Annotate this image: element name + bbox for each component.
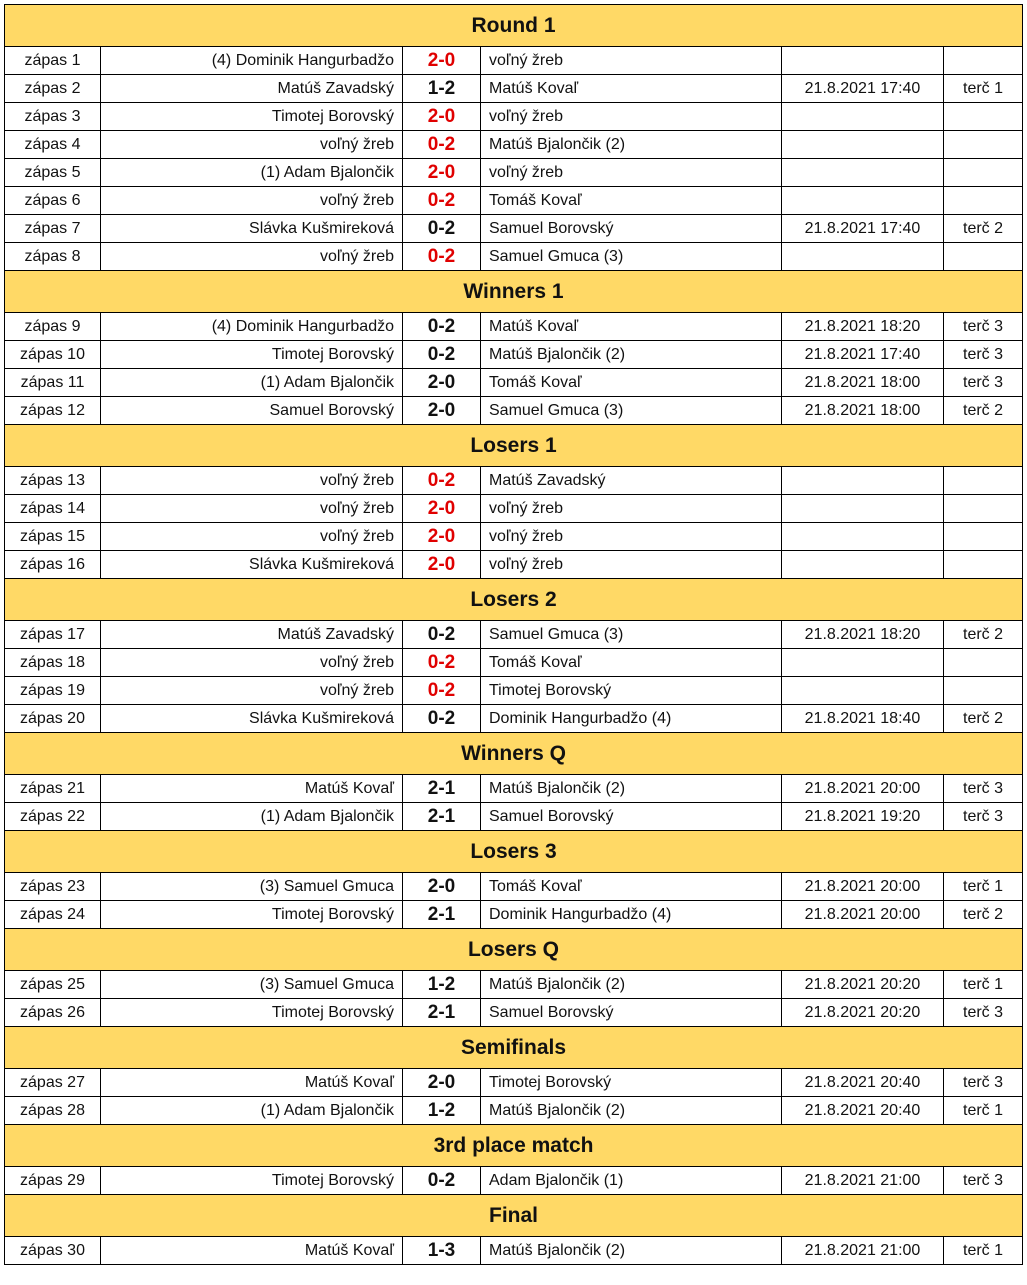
section-title: 3rd place match (5, 1125, 1023, 1167)
match-number: zápas 23 (5, 873, 101, 901)
player-two: Samuel Borovský (481, 999, 782, 1027)
player-two: Dominik Hangurbadžo (4) (481, 705, 782, 733)
match-time: 21.8.2021 21:00 (782, 1237, 944, 1265)
player-one: Samuel Borovský (101, 397, 403, 425)
section-header (5, 1195, 1023, 1237)
match-time (782, 187, 944, 215)
player-two: voľný žreb (481, 523, 782, 551)
player-two: Matúš Bjalončik (2) (481, 971, 782, 999)
match-row (5, 187, 1023, 215)
match-time: 21.8.2021 18:20 (782, 313, 944, 341)
player-one: voľný žreb (101, 243, 403, 271)
score: 2-0 (403, 1069, 481, 1097)
match-number: zápas 5 (5, 159, 101, 187)
player-two: Matúš Kovaľ (481, 75, 782, 103)
player-one: Matúš Kovaľ (101, 1069, 403, 1097)
section-title: Round 1 (5, 5, 1023, 47)
player-two: Tomáš Kovaľ (481, 187, 782, 215)
match-number: zápas 7 (5, 215, 101, 243)
section-title: Semifinals (5, 1027, 1023, 1069)
section-title: Winners 1 (5, 271, 1023, 313)
player-two: voľný žreb (481, 47, 782, 75)
score: 1-2 (403, 1097, 481, 1125)
score: 2-1 (403, 775, 481, 803)
match-row (5, 523, 1023, 551)
match-time (782, 495, 944, 523)
player-two: Samuel Borovský (481, 803, 782, 831)
player-two: Timotej Borovský (481, 677, 782, 705)
match-number: zápas 4 (5, 131, 101, 159)
score: 0-2 (403, 187, 481, 215)
match-time: 21.8.2021 20:00 (782, 873, 944, 901)
match-time: 21.8.2021 17:40 (782, 215, 944, 243)
match-time (782, 677, 944, 705)
match-row (5, 1097, 1023, 1125)
match-row (5, 677, 1023, 705)
player-two: Timotej Borovský (481, 1069, 782, 1097)
player-two: Adam Bjalončik (1) (481, 1167, 782, 1195)
score: 2-0 (403, 369, 481, 397)
player-one: (3) Samuel Gmuca (101, 971, 403, 999)
section-header (5, 425, 1023, 467)
board-number: terč 3 (944, 1069, 1023, 1097)
score: 2-1 (403, 803, 481, 831)
player-one: Timotej Borovský (101, 341, 403, 369)
match-row (5, 901, 1023, 929)
player-two: Matúš Zavadský (481, 467, 782, 495)
board-number (944, 649, 1023, 677)
player-one: Matúš Zavadský (101, 621, 403, 649)
match-row (5, 397, 1023, 425)
board-number: terč 2 (944, 621, 1023, 649)
player-one: voľný žreb (101, 649, 403, 677)
board-number: terč 2 (944, 215, 1023, 243)
match-time: 21.8.2021 18:20 (782, 621, 944, 649)
player-one: voľný žreb (101, 523, 403, 551)
match-time: 21.8.2021 20:40 (782, 1069, 944, 1097)
score: 2-0 (403, 159, 481, 187)
player-one: (1) Adam Bjalončik (101, 1097, 403, 1125)
match-number: zápas 30 (5, 1237, 101, 1265)
player-one: (1) Adam Bjalončik (101, 803, 403, 831)
section-title: Losers Q (5, 929, 1023, 971)
board-number (944, 243, 1023, 271)
match-number: zápas 2 (5, 75, 101, 103)
match-number: zápas 1 (5, 47, 101, 75)
player-two: Matúš Bjalončik (2) (481, 1097, 782, 1125)
board-number: terč 2 (944, 901, 1023, 929)
score: 0-2 (403, 467, 481, 495)
match-number: zápas 25 (5, 971, 101, 999)
section-title: Winners Q (5, 733, 1023, 775)
score: 2-0 (403, 103, 481, 131)
player-one: Timotej Borovský (101, 1167, 403, 1195)
match-number: zápas 3 (5, 103, 101, 131)
section-title: Final (5, 1195, 1023, 1237)
player-one: Matúš Kovaľ (101, 775, 403, 803)
board-number: terč 1 (944, 873, 1023, 901)
player-one: Timotej Borovský (101, 103, 403, 131)
player-one: (1) Adam Bjalončik (101, 369, 403, 397)
player-one: voľný žreb (101, 131, 403, 159)
board-number: terč 1 (944, 971, 1023, 999)
match-number: zápas 15 (5, 523, 101, 551)
board-number: terč 3 (944, 775, 1023, 803)
board-number (944, 495, 1023, 523)
match-row (5, 1069, 1023, 1097)
match-number: zápas 9 (5, 313, 101, 341)
match-number: zápas 18 (5, 649, 101, 677)
score: 0-2 (403, 313, 481, 341)
match-number: zápas 10 (5, 341, 101, 369)
section-title: Losers 1 (5, 425, 1023, 467)
section-title: Losers 3 (5, 831, 1023, 873)
match-row (5, 1237, 1023, 1265)
match-number: zápas 16 (5, 551, 101, 579)
match-row (5, 313, 1023, 341)
board-number (944, 103, 1023, 131)
match-time (782, 131, 944, 159)
match-row (5, 341, 1023, 369)
match-row (5, 971, 1023, 999)
match-row (5, 1167, 1023, 1195)
board-number (944, 523, 1023, 551)
board-number: terč 3 (944, 999, 1023, 1027)
match-time: 21.8.2021 19:20 (782, 803, 944, 831)
board-number (944, 47, 1023, 75)
match-row (5, 649, 1023, 677)
board-number (944, 131, 1023, 159)
player-two: Matúš Bjalončik (2) (481, 131, 782, 159)
match-time: 21.8.2021 20:00 (782, 775, 944, 803)
match-number: zápas 27 (5, 1069, 101, 1097)
match-number: zápas 21 (5, 775, 101, 803)
player-one: (1) Adam Bjalončik (101, 159, 403, 187)
match-number: zápas 6 (5, 187, 101, 215)
board-number: terč 1 (944, 75, 1023, 103)
player-two: Tomáš Kovaľ (481, 369, 782, 397)
player-one: (3) Samuel Gmuca (101, 873, 403, 901)
match-number: zápas 19 (5, 677, 101, 705)
player-one: (4) Dominik Hangurbadžo (101, 47, 403, 75)
match-time: 21.8.2021 18:40 (782, 705, 944, 733)
section-header (5, 271, 1023, 313)
match-row (5, 75, 1023, 103)
match-row (5, 775, 1023, 803)
board-number: terč 2 (944, 397, 1023, 425)
match-row (5, 705, 1023, 733)
section-header (5, 929, 1023, 971)
section-header (5, 5, 1023, 47)
match-row (5, 803, 1023, 831)
score: 2-0 (403, 873, 481, 901)
match-row (5, 103, 1023, 131)
score: 2-0 (403, 495, 481, 523)
player-two: Matúš Kovaľ (481, 313, 782, 341)
player-one: Timotej Borovský (101, 999, 403, 1027)
player-one: voľný žreb (101, 187, 403, 215)
match-row (5, 47, 1023, 75)
board-number (944, 467, 1023, 495)
match-row (5, 495, 1023, 523)
player-two: Tomáš Kovaľ (481, 649, 782, 677)
player-two: Dominik Hangurbadžo (4) (481, 901, 782, 929)
match-number: zápas 12 (5, 397, 101, 425)
match-number: zápas 17 (5, 621, 101, 649)
score: 0-2 (403, 649, 481, 677)
player-one: (4) Dominik Hangurbadžo (101, 313, 403, 341)
match-row (5, 369, 1023, 397)
match-time (782, 551, 944, 579)
board-number (944, 159, 1023, 187)
match-time (782, 467, 944, 495)
section-header (5, 831, 1023, 873)
score: 2-0 (403, 523, 481, 551)
player-two: Samuel Gmuca (3) (481, 243, 782, 271)
section-header (5, 579, 1023, 621)
score: 0-2 (403, 341, 481, 369)
score: 1-3 (403, 1237, 481, 1265)
score: 0-2 (403, 243, 481, 271)
score: 2-0 (403, 551, 481, 579)
section-header (5, 1027, 1023, 1069)
match-time: 21.8.2021 18:00 (782, 369, 944, 397)
player-one: Matúš Kovaľ (101, 1237, 403, 1265)
match-row (5, 215, 1023, 243)
player-two: Samuel Gmuca (3) (481, 397, 782, 425)
match-time (782, 47, 944, 75)
player-one: Timotej Borovský (101, 901, 403, 929)
match-time: 21.8.2021 21:00 (782, 1167, 944, 1195)
board-number: terč 2 (944, 705, 1023, 733)
score: 0-2 (403, 677, 481, 705)
match-time: 21.8.2021 20:00 (782, 901, 944, 929)
player-two: voľný žreb (481, 495, 782, 523)
match-number: zápas 11 (5, 369, 101, 397)
score: 1-2 (403, 75, 481, 103)
match-time (782, 649, 944, 677)
player-two: voľný žreb (481, 103, 782, 131)
section-title: Losers 2 (5, 579, 1023, 621)
score: 2-0 (403, 47, 481, 75)
score: 2-1 (403, 999, 481, 1027)
match-row (5, 621, 1023, 649)
player-two: voľný žreb (481, 551, 782, 579)
player-two: Samuel Borovský (481, 215, 782, 243)
board-number: terč 3 (944, 313, 1023, 341)
match-time (782, 103, 944, 131)
match-time (782, 243, 944, 271)
board-number: terč 3 (944, 369, 1023, 397)
match-number: zápas 22 (5, 803, 101, 831)
score: 0-2 (403, 705, 481, 733)
player-two: Tomáš Kovaľ (481, 873, 782, 901)
player-one: Slávka Kušmireková (101, 215, 403, 243)
player-one: voľný žreb (101, 495, 403, 523)
match-number: zápas 29 (5, 1167, 101, 1195)
match-number: zápas 28 (5, 1097, 101, 1125)
match-time (782, 523, 944, 551)
score: 2-1 (403, 901, 481, 929)
player-one: Slávka Kušmireková (101, 551, 403, 579)
match-time: 21.8.2021 17:40 (782, 341, 944, 369)
score: 0-2 (403, 215, 481, 243)
score: 1-2 (403, 971, 481, 999)
section-header (5, 1125, 1023, 1167)
player-two: Samuel Gmuca (3) (481, 621, 782, 649)
board-number: terč 3 (944, 1167, 1023, 1195)
match-number: zápas 14 (5, 495, 101, 523)
player-two: Matúš Bjalončik (2) (481, 341, 782, 369)
board-number (944, 551, 1023, 579)
board-number: terč 1 (944, 1097, 1023, 1125)
match-time: 21.8.2021 18:00 (782, 397, 944, 425)
player-one: voľný žreb (101, 677, 403, 705)
match-time: 21.8.2021 20:20 (782, 999, 944, 1027)
board-number: terč 1 (944, 1237, 1023, 1265)
match-row (5, 159, 1023, 187)
player-two: voľný žreb (481, 159, 782, 187)
match-row (5, 243, 1023, 271)
bracket-table (4, 4, 1023, 1265)
board-number: terč 3 (944, 803, 1023, 831)
match-time: 21.8.2021 17:40 (782, 75, 944, 103)
section-header (5, 733, 1023, 775)
match-number: zápas 13 (5, 467, 101, 495)
player-two: Matúš Bjalončik (2) (481, 1237, 782, 1265)
score: 0-2 (403, 621, 481, 649)
match-number: zápas 8 (5, 243, 101, 271)
board-number: terč 3 (944, 341, 1023, 369)
match-row (5, 467, 1023, 495)
match-number: zápas 24 (5, 901, 101, 929)
player-two: Matúš Bjalončik (2) (481, 775, 782, 803)
match-row (5, 999, 1023, 1027)
bracket-body (5, 5, 1023, 1265)
match-time: 21.8.2021 20:20 (782, 971, 944, 999)
player-one: Slávka Kušmireková (101, 705, 403, 733)
match-row (5, 873, 1023, 901)
board-number (944, 187, 1023, 215)
player-one: Matúš Zavadský (101, 75, 403, 103)
board-number (944, 677, 1023, 705)
score: 2-0 (403, 397, 481, 425)
match-row (5, 131, 1023, 159)
player-one: voľný žreb (101, 467, 403, 495)
match-number: zápas 20 (5, 705, 101, 733)
match-time (782, 159, 944, 187)
score: 0-2 (403, 131, 481, 159)
match-number: zápas 26 (5, 999, 101, 1027)
match-time: 21.8.2021 20:40 (782, 1097, 944, 1125)
match-row (5, 551, 1023, 579)
score: 0-2 (403, 1167, 481, 1195)
